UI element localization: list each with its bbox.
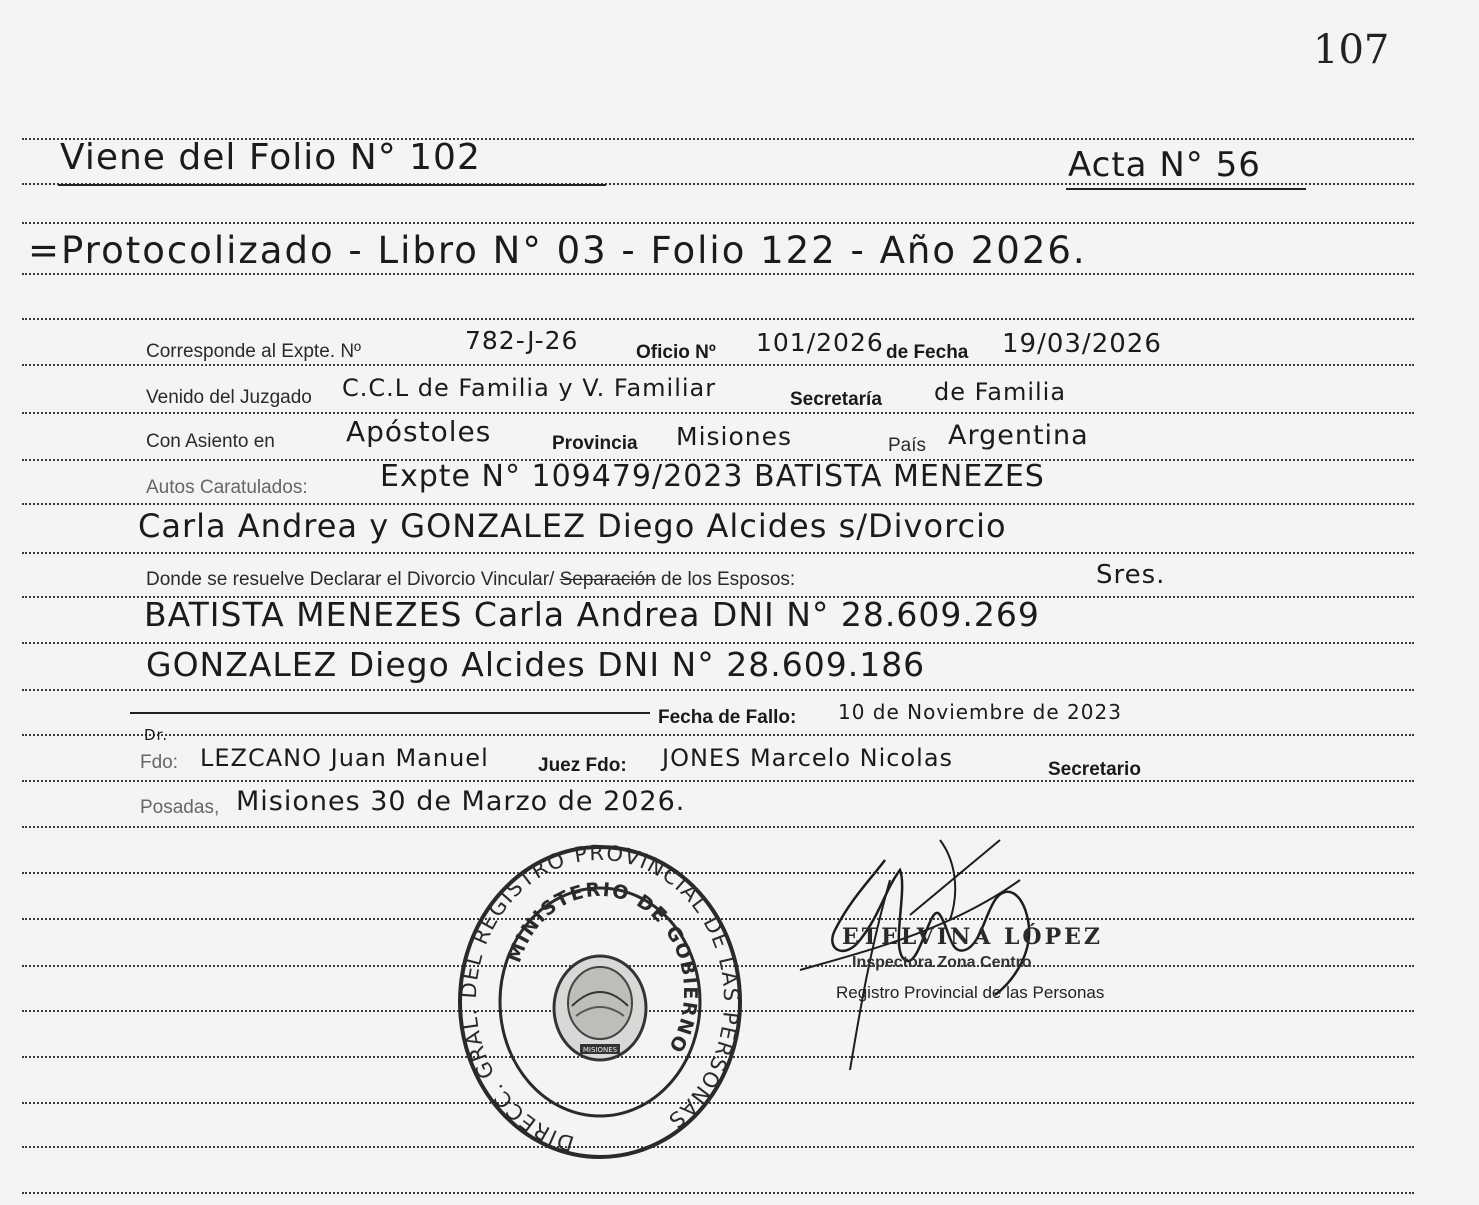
fecha-fallo-label: Fecha de Fallo: <box>658 707 797 728</box>
esposo-1: BATISTA MENEZES Carla Andrea DNI N° 28.609.269 <box>144 595 1040 634</box>
asiento-label: Con Asiento en <box>146 431 275 452</box>
fecha-value: 19/03/2026 <box>1002 329 1162 359</box>
provincia-value: Misiones <box>676 422 793 451</box>
expte-value: 782-J-26 <box>465 326 579 355</box>
autos-label: Autos Caratulados: <box>146 477 308 498</box>
acta-underline <box>1066 188 1306 190</box>
provincial-emblem-icon <box>554 956 646 1060</box>
acta-number: Acta N° 56 <box>1068 145 1261 185</box>
esposo-2: GONZALEZ Diego Alcides DNI N° 28.609.186 <box>146 645 926 684</box>
donde-label-1: Donde se resuelve Declarar el Divorcio Vincular/ <box>146 569 555 590</box>
juzgado-value: C.C.L de Familia y V. Familiar <box>342 374 717 402</box>
fdo-label: Fdo: <box>140 752 179 773</box>
signer-title: Inspectora Zona Centro <box>852 954 1032 971</box>
signer-name: ETELVINA LÓPEZ <box>842 924 1103 950</box>
autos-value-2: Carla Andrea y GONZALEZ Diego Alcides s/Divorcio <box>138 507 1007 545</box>
fecha-fallo-value: 10 de Noviembre de 2023 <box>838 700 1122 724</box>
secretaria-label: Secretaría <box>790 389 882 410</box>
pais-value: Argentina <box>948 420 1089 451</box>
seal-outer-text: DIRECC. GRAL. DEL REGISTRO PROVINCIAL DE LAS PERSONAS <box>456 840 744 1156</box>
emblem-text: MISIONES <box>582 1046 618 1054</box>
seal-inner-text: MINISTERIO DE GOBIERNO <box>503 878 702 1057</box>
juez-value: LEZCANO Juan Manuel <box>200 744 489 772</box>
official-seal <box>450 838 750 1168</box>
juez-label: Juez Fdo: <box>538 755 627 776</box>
fecha-label: de Fecha <box>886 342 969 363</box>
separacion-struck: Separación <box>559 569 656 590</box>
pais-label: País <box>888 435 927 456</box>
autos-value-1: Expte N° 109479/2023 BATISTA MENEZES <box>380 459 1045 494</box>
lugar-label: Posadas, <box>140 797 220 818</box>
sres-value: Sres. <box>1096 560 1166 590</box>
provincia-label: Provincia <box>552 433 638 454</box>
donde-label-2: de los Esposos: <box>661 569 796 590</box>
corresponde-label: Corresponde al Expte. Nº <box>146 341 361 362</box>
viene-del-folio: Viene del Folio N° 102 <box>60 137 481 178</box>
donde-label <box>146 570 795 589</box>
secretaria-value: de Familia <box>934 378 1067 406</box>
viene-underline <box>58 184 606 186</box>
page-number: 107 <box>1313 27 1390 73</box>
oficio-value: 101/2026 <box>756 328 884 357</box>
venido-label: Venido del Juzgado <box>146 387 312 408</box>
secretario-label: Secretario <box>1048 759 1141 780</box>
protocolizado-line: =Protocolizado - Libro N° 03 - Folio 122 - Año 2026. <box>28 229 1087 272</box>
secretario-value: JONES Marcelo Nicolas <box>662 744 954 772</box>
blank-line <box>130 712 650 714</box>
asiento-value: Apóstoles <box>346 415 492 448</box>
oficio-label: Oficio Nº <box>636 342 716 363</box>
signature-scribble <box>790 820 1050 1080</box>
lugar-fecha-value: Misiones 30 de Marzo de 2026. <box>236 786 686 817</box>
dr-prefix: Dr. <box>144 726 169 744</box>
signer-office: Registro Provincial de las Personas <box>836 983 1105 1002</box>
